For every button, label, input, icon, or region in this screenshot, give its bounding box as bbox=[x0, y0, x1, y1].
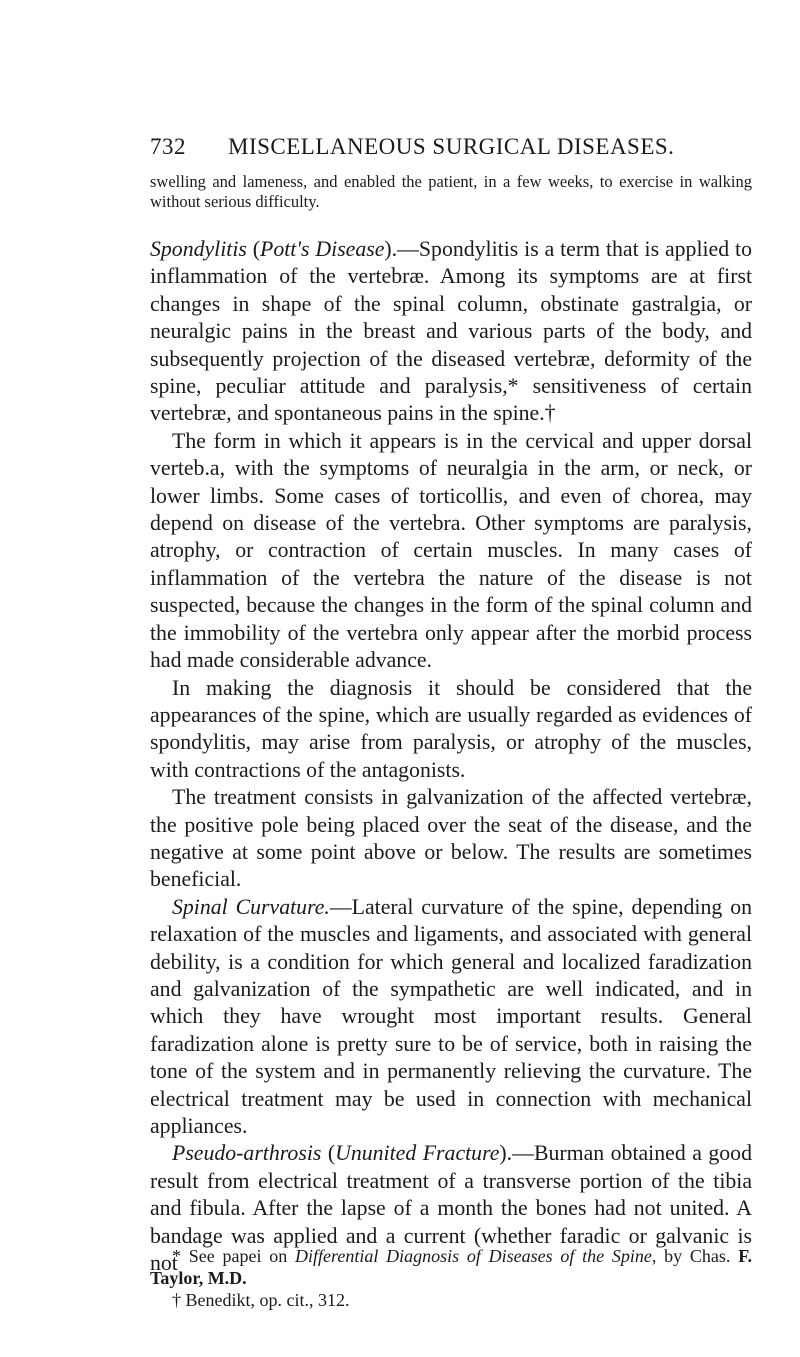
paragraph-spondylitis: Spondylitis (Pott's Disease).—Spondylitis is a term that is applied to inflammation of the vertebræ. Among its symptoms are at first changes in shape of the spinal column, obstinate gastralgia, or neuralgic pains in the breast and various parts of the body, and subsequently projection of the diseased vertebræ, deformity of the spine, peculiar attitude and paralysis,* sensitiveness of certain vertebræ, and spontaneous pains in the spine.† bbox=[150, 237, 752, 426]
heading-spinal-curvature: Spinal Curvature. bbox=[172, 894, 330, 919]
heading-spondylitis: Spondylitis bbox=[150, 237, 247, 261]
paragraph-diagnosis: In making the diagnosis it should be considered that the appearances of the spine, which are usually regarded as evidences of spondylitis, may arise from paralysis, or atrophy of the muscles, with contractions of the antagonists. bbox=[150, 675, 752, 782]
footnote-1: * See papei on Differential Diagnosis of Diseases of the Spine, by Chas. F. Taylor, M.D. bbox=[150, 1246, 753, 1288]
paragraph-treatment: The treatment consists in galvanization of the affected vertebræ, the positive pole being placed over the seat of the disease, and the negative at some point above or below. The results are sometimes beneficial. bbox=[150, 785, 752, 892]
paragraph-cervical-form: The form in which it appears is in the cervical and upper dorsal verteb.a, with the symptoms of neuralgia in the arm, or neck, or lower limbs. Some cases of torticollis, and even of chorea, may depend on disease of the vertebra. Other symptoms are paralysis, atrophy, or contraction of certain muscles. In many cases of inflammation of the vertebra the nature of the disease is not suspected, because the changes in the form of the spinal column and the immobility of the vertebra only appear after the morbid process had made considerable advance. bbox=[150, 428, 752, 673]
heading-ununited-fracture: Ununited Fracture bbox=[335, 1141, 500, 1166]
intro-paragraph: swelling and lameness, and enabled the patient, in a few weeks, to exercise in walking without serious difficulty. bbox=[150, 172, 752, 211]
spinal-curvature-text: Lateral curvature of the spine, depending on relaxation of the muscles and ligaments, and associated with general debility, is a condition for which general and localized faradization and galvanization of the sympathetic are well indicated, and in which they have wrought most important results. General faradization alone is pretty sure to be of service, both in raising the tone of the system and in permanently relieving the curvature. The electrical treatment may be used in connection with mechanical appliances. bbox=[150, 894, 752, 1138]
main-text bbox=[150, 236, 752, 1277]
pseudo-arthrosis-text: Burman obtained a good result from electrical treatment of a transverse portion of the tibia and fibula. After the lapse of a month the bones had not united. A bandage was applied and a current (whether faradic or galvanic is not bbox=[150, 1141, 752, 1276]
heading-potts-disease: Pott's Disease bbox=[260, 237, 385, 261]
heading-pseudo-arthrosis: Pseudo-arthrosis bbox=[172, 1141, 322, 1166]
footnote-1-title: Differential Diagnosis of Diseases of the Spine, bbox=[295, 1246, 657, 1266]
footnote-1-author: F. Taylor, M.D. bbox=[150, 1246, 753, 1288]
paragraph-spinal-curvature: Spinal Curvature.—Lateral curvature of the spine, depending on relaxation of the muscles and ligaments, and associated with general debility, is a condition for which general and localized faradization and galvanization of the sympathetic are well indicated, and in which they have wrought most important results. General faradization alone is pretty sure to be of service, both in raising the tone of the system and in permanently relieving the curvature. The electrical treatment may be used in connection with mechanical appliances. bbox=[150, 894, 752, 1138]
paragraph-pseudo-arthrosis: Pseudo-arthrosis (Ununited Fracture).—Burman obtained a good result from electrical treatment of a transverse portion of the tibia and fibula. After the lapse of a month the bones had not united. A bandage was applied and a current (whether faradic or galvanic is not bbox=[150, 1141, 752, 1276]
spondylitis-text: Spondylitis is a term that is applied to inflammation of the vertebræ. Among its symptoms are at first changes in shape of the spinal column, obstinate gastralgia, or neuralgic pains in the breast and various parts of the body, and subsequently projection of the diseased vertebræ, deformity of the spine, peculiar attitude and paralysis,* sensitiveness of certain vertebræ, and spontaneous pains in the spine.† bbox=[150, 237, 752, 426]
footnotes bbox=[150, 1245, 752, 1311]
running-title: MISCELLANEOUS SURGICAL DISEASES. bbox=[228, 134, 675, 159]
footnote-2: † Benedikt, op. cit., 312. bbox=[172, 1290, 350, 1310]
page-number: 732 bbox=[150, 134, 186, 159]
